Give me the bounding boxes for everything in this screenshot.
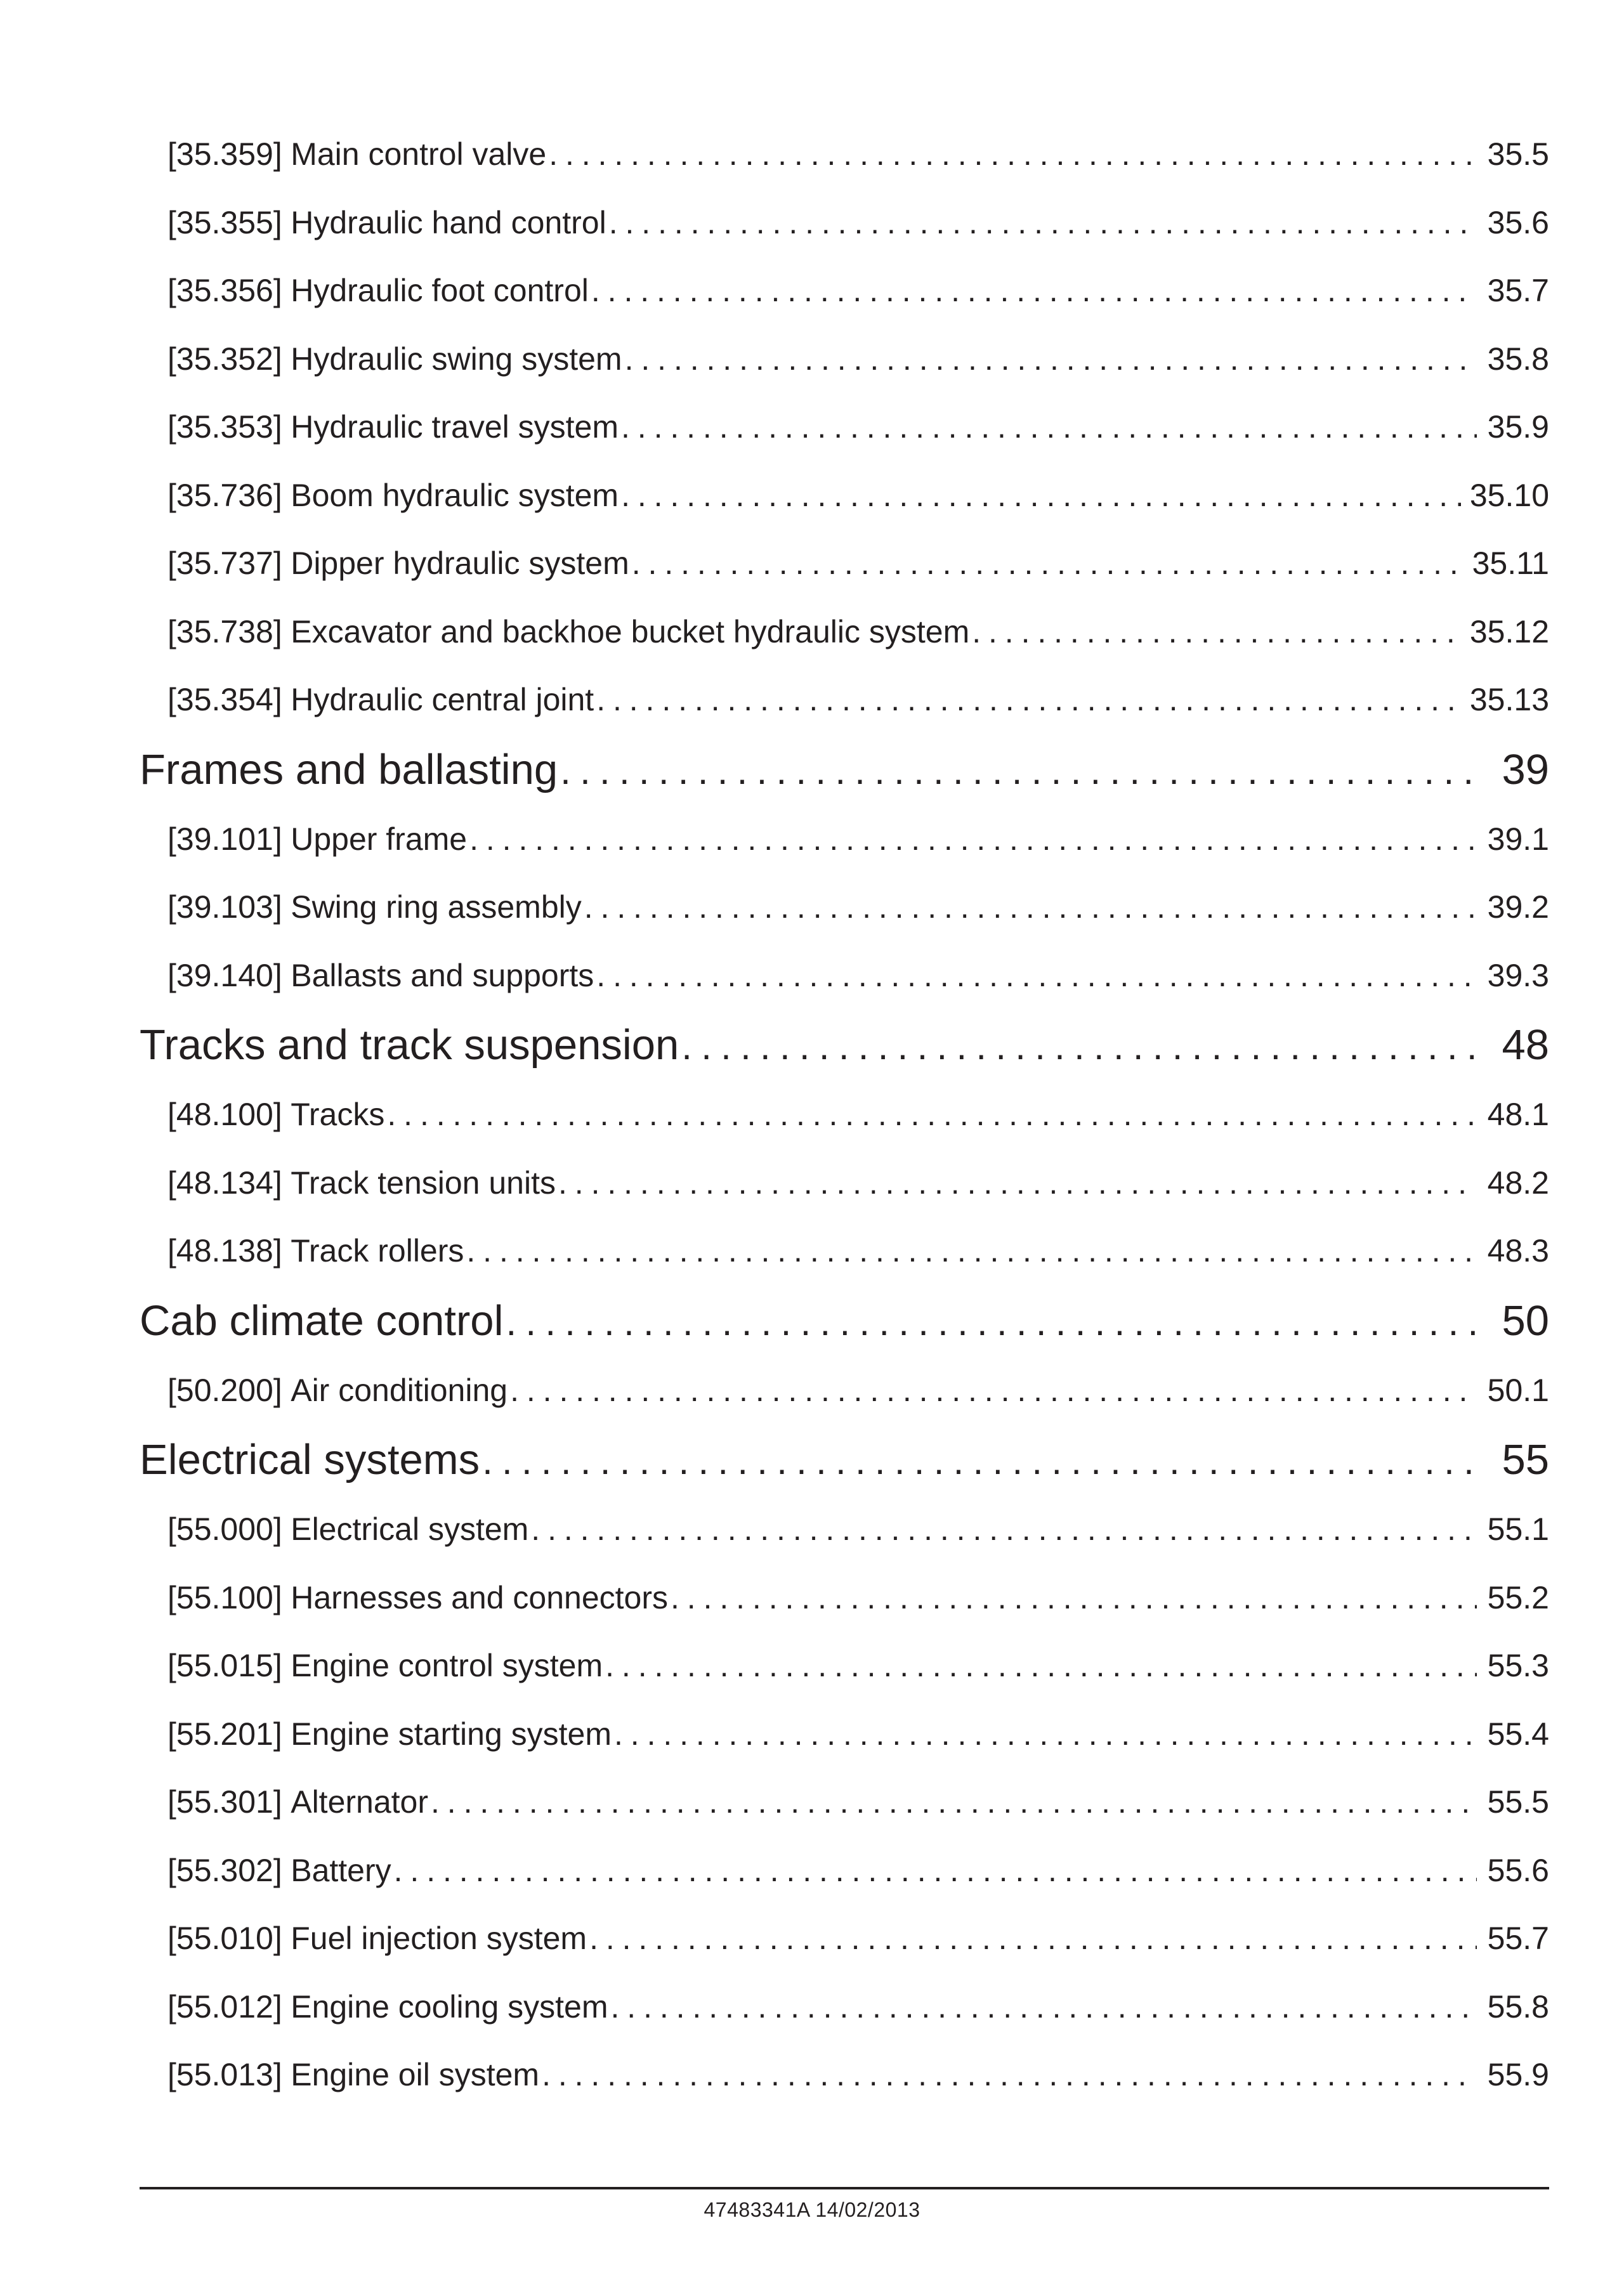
toc-entry-page-number: 55 [1502,1436,1549,1484]
toc-section-entry[interactable] [167,1632,1549,1700]
toc-section-entry[interactable] [167,530,1549,598]
dot-leader [469,806,1477,874]
toc-section-entry[interactable] [167,1217,1549,1286]
toc-section-entry[interactable] [167,189,1549,258]
toc-entry-code: [55.301] [167,1784,282,1820]
toc-entry-title: Engine starting system [291,1716,612,1752]
toc-entry-page-number: 35.12 [1469,613,1549,649]
dot-leader [681,1011,1483,1082]
toc-entry-code: [35.356] [167,273,282,308]
toc-entry-page-number: 39 [1502,745,1549,793]
toc-entry-title: Hydraulic central joint [291,682,594,717]
toc-section-entry[interactable] [167,1973,1549,2042]
toc-section-entry[interactable] [167,2041,1549,2110]
toc-entry-page-number: 55.1 [1487,1511,1549,1547]
toc-chapter-entry[interactable] [140,1286,1549,1357]
dot-leader [611,1973,1477,2042]
toc-entry-title: Engine cooling system [291,1988,608,2025]
dot-leader [591,257,1477,325]
toc-entry-page-number: 55.7 [1487,1921,1549,1956]
toc-entry-page-number: 48 [1502,1021,1549,1069]
dot-leader [584,873,1477,942]
dot-leader [387,1081,1477,1149]
toc-entry-code: [55.010] [167,1921,282,1956]
toc-section-entry[interactable] [167,1837,1549,1905]
toc-section-entry[interactable] [167,1768,1549,1837]
toc-chapter-entry[interactable] [140,1425,1549,1496]
toc-entry-title: Air conditioning [291,1372,508,1408]
toc-section-entry[interactable] [167,393,1549,462]
toc-entry-code: [55.302] [167,1852,282,1888]
dot-leader [671,1564,1477,1633]
dot-leader [542,2041,1477,2110]
toc-entry-code: [35.738] [167,613,282,649]
footer-rule [140,2187,1549,2189]
toc-entry-title: Hydraulic hand control [291,204,606,240]
toc-entry-title: Fuel injection system [291,1921,587,1956]
dot-leader [621,462,1461,530]
dot-leader [596,942,1477,1010]
toc-entry-page-number: 39.1 [1487,821,1549,857]
dot-leader [466,1217,1477,1286]
dot-leader [510,1357,1477,1425]
toc-entry-page-number: 35.7 [1487,273,1549,308]
toc-section-entry[interactable] [167,1149,1549,1218]
toc-entry-code: [55.015] [167,1648,282,1683]
toc-entry-title: Tracks [291,1097,385,1132]
toc-entry-title: Battery [291,1852,391,1888]
toc-section-entry[interactable] [167,1905,1549,1973]
toc-entry-page-number: 39.2 [1487,889,1549,925]
dot-leader [625,325,1477,394]
toc-entry-page-number: 48.1 [1487,1097,1549,1132]
toc-entry-page-number: 55.6 [1487,1852,1549,1888]
toc-entry-code: [39.140] [167,957,282,993]
toc-section-entry[interactable] [167,598,1549,667]
dot-leader [609,189,1477,258]
toc-entry-title: Track rollers [291,1233,464,1269]
dot-leader [482,1426,1483,1497]
toc-entry-page-number: 35.10 [1469,477,1549,513]
toc-entry-code: [35.353] [167,409,282,445]
toc-section-entry[interactable] [167,873,1549,942]
toc-section-entry[interactable] [167,462,1549,530]
toc-entry-page-number: 35.11 [1472,545,1549,581]
toc-entry-code: [55.012] [167,1988,282,2025]
toc-entry-code: [35.736] [167,477,282,513]
toc-entry-page-number: 55.2 [1487,1579,1549,1615]
toc-entry-code: [55.100] [167,1579,282,1615]
dot-leader [596,666,1461,734]
dot-leader [972,598,1461,667]
toc-entry-code: [35.737] [167,545,282,581]
toc-entry-code: [48.134] [167,1164,282,1201]
toc-entry-page-number: 55.5 [1487,1784,1549,1820]
toc-entry-title: Engine control system [291,1648,603,1683]
toc-entry-title: Swing ring assembly [291,889,582,925]
toc-entry-code: [35.355] [167,204,282,240]
toc-entry-page-number: 55.8 [1487,1988,1549,2025]
toc-section-entry[interactable] [167,1496,1549,1564]
toc-entry-code: [35.352] [167,341,282,377]
toc-entry-code: [39.103] [167,889,282,925]
dot-leader [605,1632,1477,1700]
toc-entry-code: [55.000] [167,1511,282,1547]
dot-leader [506,1287,1483,1358]
toc-entry-page-number: 39.3 [1487,957,1549,993]
toc-entry-page-number: 35.13 [1469,682,1549,717]
toc-chapter-entry[interactable] [140,1010,1549,1081]
toc-entry-title: Frames and ballasting [140,745,558,793]
toc-entry-title: Electrical system [291,1511,529,1547]
toc-entry-title: Tracks and track suspension [140,1021,679,1069]
toc-entry-title: Engine oil system [291,2057,540,2092]
toc-entry-page-number: 55.3 [1487,1648,1549,1683]
toc-entry-title: Alternator [291,1784,428,1820]
toc-entry-code: [48.100] [167,1097,282,1132]
dot-leader [558,1149,1477,1218]
toc-entry-page-number: 35.5 [1487,136,1549,172]
dot-leader [614,1700,1477,1769]
toc-entry-title: Hydraulic swing system [291,341,622,377]
toc-entry-title: Hydraulic foot control [291,273,589,308]
toc-entry-code: [55.201] [167,1716,282,1752]
toc-entry-title: Hydraulic travel system [291,409,619,445]
toc-entry-page-number: 35.6 [1487,204,1549,240]
toc-section-entry[interactable] [167,1564,1549,1633]
dot-leader [632,530,1464,598]
toc-entry-code: [50.200] [167,1372,282,1408]
toc-entry-code: [35.354] [167,682,282,717]
dot-leader [549,121,1477,189]
toc-entry-page-number: 55.9 [1487,2057,1549,2092]
toc-entry-title: Main control valve [291,136,547,172]
toc-entry-page-number: 55.4 [1487,1716,1549,1752]
toc-section-entry[interactable] [167,121,1549,189]
toc-entry-code: [39.101] [167,821,282,857]
toc-chapter-entry[interactable] [140,734,1549,806]
toc-section-entry[interactable] [167,325,1549,394]
toc-entry-title: Ballasts and supports [291,957,594,993]
toc-section-entry[interactable] [167,806,1549,874]
dot-leader [589,1905,1477,1973]
toc-entry-title: Excavator and backhoe bucket hydraulic system [291,613,970,649]
toc-section-entry[interactable] [167,666,1549,734]
toc-section-entry[interactable] [167,1700,1549,1769]
toc-section-entry[interactable] [167,942,1549,1010]
dot-leader [560,736,1483,807]
toc-entry-title: Upper frame [291,821,468,857]
toc-entry-title: Harnesses and connectors [291,1579,668,1615]
toc-entry-title: Track tension units [291,1164,556,1201]
table-of-contents [140,121,1549,2110]
toc-entry-title: Dipper hydraulic system [291,545,629,581]
toc-entry-page-number: 35.9 [1487,409,1549,445]
toc-section-entry[interactable] [167,257,1549,325]
dot-leader [621,393,1477,462]
toc-entry-code: [35.359] [167,136,282,172]
toc-entry-page-number: 50.1 [1487,1372,1549,1408]
toc-entry-page-number: 48.3 [1487,1233,1549,1269]
dot-leader [394,1837,1477,1905]
toc-section-entry[interactable] [167,1357,1549,1425]
toc-entry-page-number: 35.8 [1487,341,1549,377]
footer-document-id: 47483341A 14/02/2013 [704,2198,920,2221]
toc-entry-page-number: 48.2 [1487,1164,1549,1201]
toc-entry-page-number: 50 [1502,1296,1549,1345]
toc-entry-code: [55.013] [167,2057,282,2092]
toc-entry-title: Electrical systems [140,1436,480,1484]
toc-section-entry[interactable] [167,1081,1549,1149]
dot-leader [431,1768,1477,1837]
toc-entry-title: Cab climate control [140,1296,504,1345]
toc-entry-title: Boom hydraulic system [291,477,619,513]
dot-leader [531,1496,1477,1564]
toc-entry-code: [48.138] [167,1233,282,1269]
